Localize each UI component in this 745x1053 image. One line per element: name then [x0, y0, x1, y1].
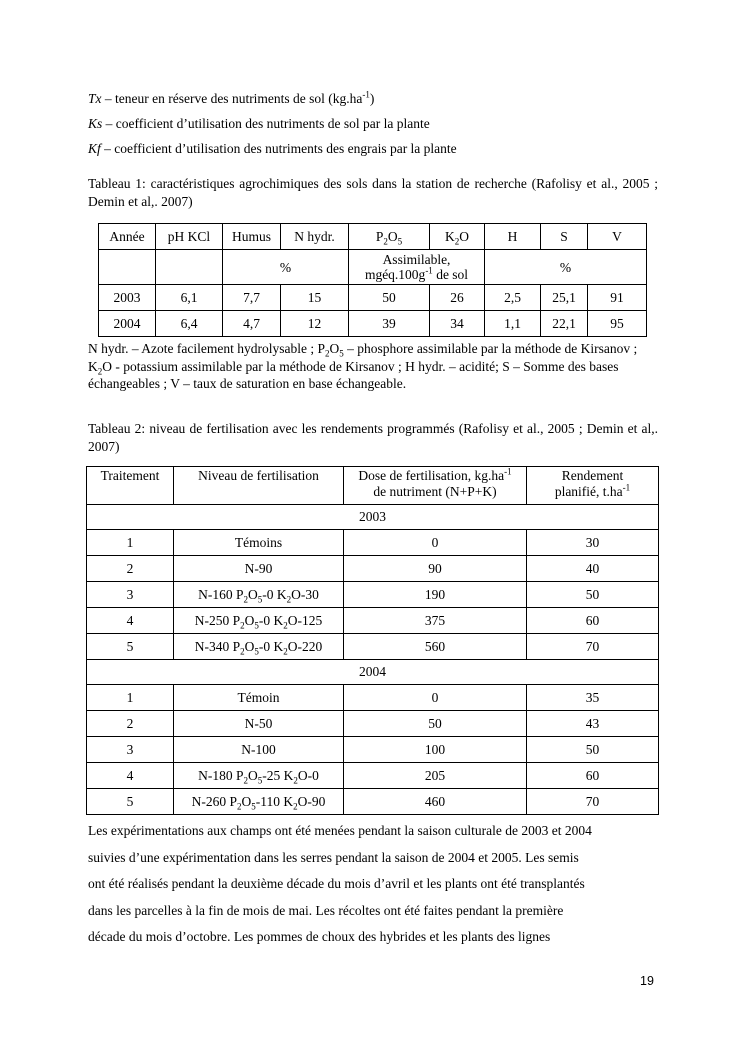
table-cell: 460 — [344, 789, 527, 815]
table-cell: 560 — [344, 634, 527, 660]
table-cell: 5 — [87, 634, 174, 660]
soil-characteristics-table — [98, 223, 647, 337]
header-h: H — [485, 224, 541, 250]
table-cell: 2004 — [99, 311, 156, 337]
table-cell: 205 — [344, 763, 527, 789]
table-row — [87, 711, 659, 737]
table-cell: 6,4 — [156, 311, 223, 337]
table-cell: 26 — [430, 285, 485, 311]
definition-ks: Ks – coefficient d’utilisation des nutriments de sol par la plante — [88, 116, 430, 131]
table-header-row — [99, 224, 647, 250]
table-cell: 6,1 — [156, 285, 223, 311]
header-nhydr: N hydr. — [281, 224, 349, 250]
table-cell: 90 — [344, 556, 527, 582]
table-cell: 4,7 — [223, 311, 281, 337]
table-cell: 60 — [527, 763, 659, 789]
table-cell: 5 — [87, 789, 174, 815]
fertilization-level: N-50 — [174, 711, 344, 737]
table-cell: 43 — [527, 711, 659, 737]
header-v: V — [588, 224, 647, 250]
year-row — [87, 660, 659, 685]
unit-assimilable: Assimilable, $mgéq.100g^{-1}$ de sol — [349, 250, 485, 285]
year-label: 2004 — [87, 660, 659, 685]
table-cell: 100 — [344, 737, 527, 763]
header-ph: pH KCl — [156, 224, 223, 250]
table-cell: 91 — [588, 285, 647, 311]
table-cell: 190 — [344, 582, 527, 608]
body-line: dans les parcelles à la fin de mois de mai. Les récoltes ont été faites pendant la première — [88, 902, 564, 918]
fertilization-level: N-100 — [174, 737, 344, 763]
header-niveau: Niveau de fertilisation — [174, 467, 344, 505]
header-p2o5: $P_2O_5$ — [349, 224, 430, 250]
table-cell: 60 — [527, 608, 659, 634]
empty-cell — [99, 250, 156, 285]
table-cell: 34 — [430, 311, 485, 337]
fertilization-table — [86, 466, 659, 815]
fertilization-level: N-160 $P_2O_5-0$ $K_2O-30$ — [174, 582, 344, 608]
table-cell: 2003 — [99, 285, 156, 311]
table-row — [87, 556, 659, 582]
table-cell: 50 — [527, 737, 659, 763]
table-cell: 375 — [344, 608, 527, 634]
body-line: décade du mois d’octobre. Les pommes de choux des hybrides et les plants des lignes — [88, 929, 551, 944]
fertilization-level: N-250 $P_2O_5-0$ $K_2O-125$ — [174, 608, 344, 634]
table-row — [99, 285, 647, 311]
table-row — [87, 789, 659, 815]
table-cell: 0 — [344, 530, 527, 556]
body-line: Les expérimentations aux champs ont été menées pendant la saison culturale de 2003 et 2004 — [88, 823, 592, 838]
table-cell: 4 — [87, 763, 174, 789]
body-line: suivies d’une expérimentation dans les serres pendant la saison de 2004 et 2005. Les semis — [88, 849, 579, 865]
table-row — [87, 530, 659, 556]
table-cell: 3 — [87, 582, 174, 608]
definition-tx: Tx – teneur en réserve des nutriments de sol $(kg.ha^{-1})$ — [88, 89, 375, 106]
table-cell: 30 — [527, 530, 659, 556]
table-row — [87, 763, 659, 789]
fertilization-level: N-260 $P_2O_5-110$ $K_2O-90$ — [174, 789, 344, 815]
table-cell: 50 — [344, 711, 527, 737]
empty-cell — [156, 250, 223, 285]
symbol-definitions — [88, 86, 668, 161]
table-cell: 25,1 — [541, 285, 588, 311]
table-cell: 70 — [527, 789, 659, 815]
page-number: 19 — [640, 974, 654, 988]
unit-percent: % — [223, 250, 349, 285]
table-cell: 2 — [87, 711, 174, 737]
table-cell: 3 — [87, 737, 174, 763]
body-text — [88, 818, 663, 951]
table-cell: 1,1 — [485, 311, 541, 337]
table-cell: 4 — [87, 608, 174, 634]
table-cell: 7,7 — [223, 285, 281, 311]
table-cell: 35 — [527, 685, 659, 711]
table-cell: 1 — [87, 685, 174, 711]
table-row — [87, 634, 659, 660]
table-row — [99, 311, 647, 337]
table-cell: 15 — [281, 285, 349, 311]
table-cell: 0 — [344, 685, 527, 711]
header-k2o: $K_2O$ — [430, 224, 485, 250]
table-header-row — [87, 467, 659, 505]
table-cell: 70 — [527, 634, 659, 660]
header-humus: Humus — [223, 224, 281, 250]
table-row — [87, 582, 659, 608]
table-cell: 12 — [281, 311, 349, 337]
table-cell: 1 — [87, 530, 174, 556]
table-cell: 2,5 — [485, 285, 541, 311]
header-traitement: Traitement — [87, 467, 174, 505]
table1-note: N hydr. – Azote facilement hydrolysable ; $P_2O_5$ – phosphore assimilable par la méthode de Kirsanov ; $K_2O$ - potassium assimilable par la méthode de Kirsanov ; H hydr. – acidité; S – Somme des bases échangeables ; V – taux de saturation en base échangeable. — [88, 341, 638, 391]
table-row — [87, 608, 659, 634]
fertilization-level: N-340 $P_2O_5-0$ $K_2O-220$ — [174, 634, 344, 660]
body-line: ont été réalisés pendant la deuxième décade du mois d’avril et les plants ont été transplantés — [88, 876, 585, 891]
table-cell: 22,1 — [541, 311, 588, 337]
fertilization-level: Témoins — [174, 530, 344, 556]
table-cell: 2 — [87, 556, 174, 582]
fertilization-level: N-90 — [174, 556, 344, 582]
table-cell: 39 — [349, 311, 430, 337]
header-dose: Dose de fertilisation, $kg.ha^{-1}$ de nutriment (N+P+K) — [344, 467, 527, 505]
table-cell: 40 — [527, 556, 659, 582]
table-cell: 95 — [588, 311, 647, 337]
table-row — [87, 737, 659, 763]
year-label: 2003 — [87, 505, 659, 530]
fertilization-level: Témoin — [174, 685, 344, 711]
header-annee: Année — [99, 224, 156, 250]
year-row — [87, 505, 659, 530]
table-units-row — [99, 250, 647, 285]
table-row — [87, 685, 659, 711]
header-rendement: Rendement planifié, $t.ha^{-1}$ — [527, 467, 659, 505]
unit-percent: % — [485, 250, 647, 285]
definition-kf: Kf – coefficient d’utilisation des nutriments des engrais par la plante — [88, 141, 457, 156]
table2-caption: Tableau 2: niveau de fertilisation avec les rendements programmés (Rafolisy et al., 2005 ; Demin et al,. 2007) — [88, 421, 658, 454]
table1-caption: Tableau 1: caractéristiques agrochimiques des sols dans la station de recherche (Rafolisy et al., 2005 ; Demin et al,. 2007) — [88, 176, 658, 209]
header-s: S — [541, 224, 588, 250]
table-cell: 50 — [349, 285, 430, 311]
table-cell: 50 — [527, 582, 659, 608]
fertilization-level: N-180 $P_2O_5-25$ $K_2O-0$ — [174, 763, 344, 789]
